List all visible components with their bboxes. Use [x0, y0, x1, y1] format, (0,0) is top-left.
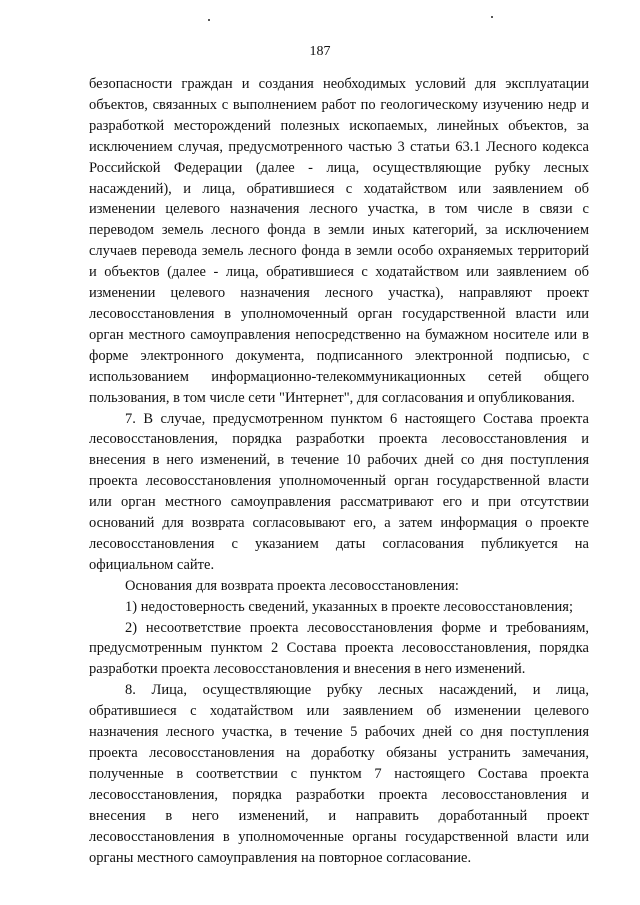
paragraph-continuation: безопасности граждан и создания необходимых условий для эксплуатации объектов, связанных с выполнением работ по геологическому изучению недр и разработкой месторождений полезных ископаемых, линейных объектов, за исключением случая, предусмотренного частью 3 статьи 63.1 Лесного кодекса Российской Федерации (далее - лица, осуществляющие рубку лесных насаждений), и лица, обратившиеся с ходатайством или заявлением об изменении целевого назначения лесного участка, в том числе в связи с переводом земель лесного фонда в земли иных категорий, за исключением случаев перевода земель лесного фонда в земли особо охраняемых территорий и объектов (далее - лица, обратившиеся с ходатайством или заявлением об изменении целевого назначения лесного участка), направляют проект лесовосстановления в уполномоченный орган государственной власти или орган местного самоуправления непосредственно на бумажном носителе или в форме электронного документа, подписанного электронной подписью, с использованием информационно-телекоммуникационных сетей общего пользования, в том числе сети "Интернет", для согласования и опубликования.	[89, 76, 589, 406]
page-number: 187	[309, 44, 331, 59]
paragraph-item-8: 8. Лица, осуществляющие рубку лесных насаждений, и лица, обратившиеся с ходатайством или заявлением об изменении целевого назначения лесного участка, в течение 5 рабочих дней со дня поступления проекта лесовосстановления на доработку обязаны устранить замечания, полученные в соответствии с пунктом 7 настоящего Состава проекта лесовосстановления, порядка разработки проекта лесовосстановления и внесения в него изменений, и направить доработанный проект лесовосстановления в уполномоченные органы государственной власти или органы местного самоуправления на повторное согласование.	[89, 682, 589, 866]
paragraph-item-7: 7. В случае, предусмотренном пунктом 6 настоящего Состава проекта лесовосстановления, порядка разработки проекта лесовосстановления и внесения в него изменений, в течение 10 рабочих дней со дня поступления проекта лесовосстановления уполномоченный орган государственной власти или орган местного самоуправления рассматривают его и при отсутствии оснований для возврата согласовывают его, а затем информация о проекте лесовосстановления с указанием даты согласования публикуется на официальном сайте.	[89, 410, 589, 573]
scan-speck	[208, 19, 210, 21]
document-body	[89, 74, 589, 868]
paragraph-return-grounds: Основания для возврата проекта лесовосстановления:	[125, 577, 459, 594]
paragraph-ground-1: 1) недостоверность сведений, указанных в проекте лесовосстановления;	[125, 598, 573, 615]
scan-speck	[491, 16, 493, 18]
paragraph-ground-2: 2) несоответствие проекта лесовосстановления форме и требованиям, предусмотренным пунктом 2 Состава проекта лесовосстановления, порядка разработки проекта лесовосстановления и внесения в него изменений.	[89, 619, 589, 678]
